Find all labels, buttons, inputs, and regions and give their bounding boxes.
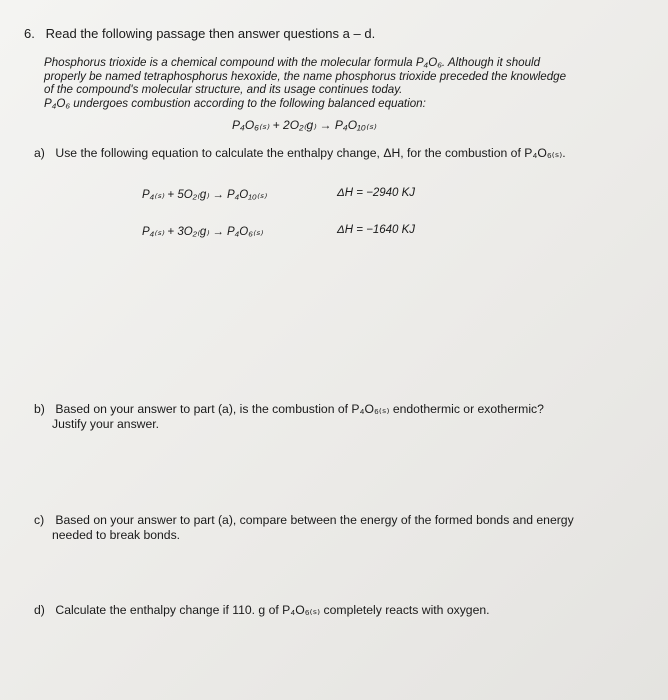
part-c-line-1: Based on your answer to part (a), compare between the energy of the formed bonds and energy <box>55 513 574 527</box>
question-number: 6. <box>24 26 35 41</box>
equation-2-enthalpy: ΔH = −1640 KJ <box>337 224 416 236</box>
part-d-label: d) <box>34 603 45 617</box>
part-c-label: c) <box>34 513 45 527</box>
equation-2-lhs: P₄₍ₛ₎ + 3O₂₍g₎ <box>142 226 210 238</box>
passage <box>44 56 604 110</box>
reaction-arrow: → <box>212 226 224 238</box>
combustion-equation-rhs: P₄O₁₀₍ₛ₎ <box>334 118 377 132</box>
equation-1 <box>142 187 267 201</box>
part-c-line-2: needed to break bonds. <box>52 527 181 542</box>
reaction-arrow: → <box>212 189 224 201</box>
part-a <box>34 146 566 161</box>
part-c <box>34 513 604 542</box>
question-instruction: Read the following passage then answer questions a – d. <box>45 26 376 41</box>
equation-2-rhs: P₄O₆₍ₛ₎ <box>227 226 263 238</box>
passage-line-4: P₄O₆ undergoes combustion according to the following balanced equation: <box>44 96 426 110</box>
equation-1-lhs: P₄₍ₛ₎ + 5O₂₍g₎ <box>142 189 210 201</box>
part-a-label: a) <box>34 146 45 160</box>
passage-line-3: of the compound's molecular structure, and its usage continues today. <box>44 83 403 97</box>
combustion-equation <box>232 118 376 132</box>
passage-line-1: Phosphorus trioxide is a chemical compound with the molecular formula P₄O₆. Although it should <box>44 56 541 69</box>
equation-1-enthalpy: ΔH = −2940 KJ <box>337 187 416 199</box>
part-b-line-1: Based on your answer to part (a), is the combustion of P₄O₆₍ₛ₎ endothermic or exothermic? <box>55 402 544 416</box>
question-heading <box>24 26 375 41</box>
equation-2 <box>142 224 263 238</box>
part-d <box>34 603 490 618</box>
passage-line-2: properly be named tetraphosphorus hexoxide, the name phosphorus trioxide preceded the knowledge <box>44 69 567 83</box>
part-a-text: Use the following equation to calculate the enthalpy change, ΔH, for the combustion of P₄O₆₍ₛ₎. <box>55 146 566 160</box>
combustion-equation-lhs: P₄O₆₍ₛ₎ + 2O₂₍g₎ <box>232 118 317 132</box>
reaction-arrow: → <box>319 118 332 132</box>
part-b-label: b) <box>34 402 45 416</box>
part-b <box>34 402 594 431</box>
part-d-text: Calculate the enthalpy change if 110. g of P₄O₆₍ₛ₎ completely reacts with oxygen. <box>55 603 490 617</box>
equation-1-rhs: P₄O₁₀₍ₛ₎ <box>227 189 267 201</box>
part-b-line-2: Justify your answer. <box>52 416 160 431</box>
